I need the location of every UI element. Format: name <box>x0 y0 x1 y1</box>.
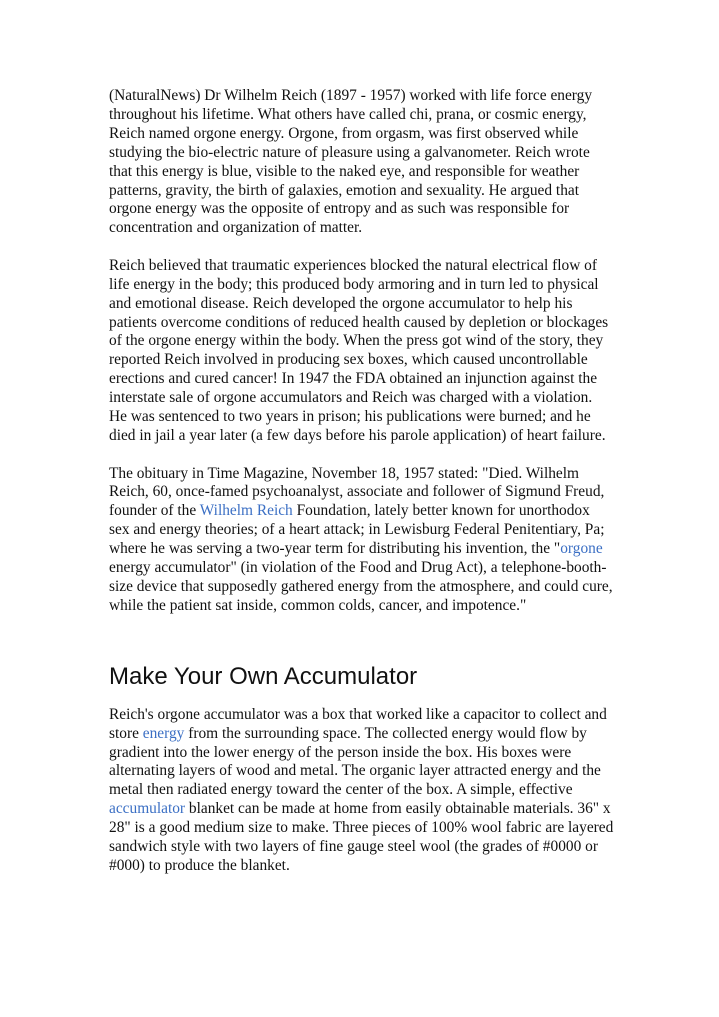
accumulator-text-1: Reich's orgone accumulator was a box that worked like a capacitor to collect and store <box>109 705 607 742</box>
energy-link[interactable]: energy <box>142 724 185 742</box>
paragraph-trauma: Reich believed that traumatic experiences blocked the natural electrical flow of life energy in the body; this produced body armoring and in turn led to physical and emotional disease. Reich developed the orgone accumulator to help his patients overcome conditions of reduced health caused by depletion or blockages of the orgone energy within the body. When the press got wind of the story, they reported Reich involved in producing sex boxes, which caused uncontrollable erections and cured cancer! In 1947 the FDA obtained an injunction against the interstate sale of orgone accumulators and Reich was charged with a violation. He was sentenced to two years in prison; his publications were burned; and he died in jail a year later (a few days before his parole application) of heart failure. <box>109 256 609 444</box>
section-heading: Make Your Own Accumulator <box>109 662 418 690</box>
article-body <box>109 87 614 895</box>
orgone-link[interactable]: orgone <box>560 540 603 558</box>
paragraph-accumulator <box>109 706 614 876</box>
accumulator-link[interactable]: accumulator <box>109 800 186 818</box>
paragraph-obituary <box>109 465 614 616</box>
paragraph-intro: (NaturalNews) Dr Wilhelm Reich (1897 - 1957) worked with life force energy throughout his lifetime. What others have called chi, prana, or cosmic energy, Reich named orgone energy. Orgone, from orgasm, was first observed while studying the bio-electric nature of pleasure using a galvanometer. Reich wrote that this energy is blue, visible to the naked eye, and responsible for weather patterns, gravity, the birth of galaxies, emotion and sexuality. He argued that orgone energy was the opposite of entropy and as such was responsible for concentration and organization of matter. <box>109 87 593 237</box>
obituary-text-1: The obituary in Time Magazine, November 18, 1957 stated: "Died. Wilhelm Reich, 60, once-famed psychoanalyst, associate and follower of Sigmund Freud, founder of the <box>109 464 605 520</box>
obituary-text-3: energy accumulator" (in violation of the Food and Drug Act), a telephone-booth-size device that supposedly gathered energy from the atmosphere, and could cure, while the patient sat inside, common colds, cancer, and impotence." <box>109 559 613 614</box>
accumulator-text-2: from the surrounding space. The collected energy would flow by gradient into the lower energy of the person inside the box. His boxes were alternating layers of wood and metal. The organic layer attracted energy and the metal then radiated energy toward the center of the box. A simple, effective <box>109 724 601 799</box>
wilhelm-reich-link[interactable]: Wilhelm Reich <box>199 502 293 520</box>
obituary-text-2: Foundation, lately better known for unorthodox sex and energy theories; of a heart attack; in Lewisburg Federal Penitentiary, Pa; where he was serving a two-year term for distributing his invention, the " <box>109 502 605 558</box>
accumulator-text-3: blanket can be made at home from easily obtainable materials. 36" x 28" is a good medium size to make. Three pieces of 100% wool fabric are layered sandwich style with two layers of fine gauge steel wool (the grades of #0000 or #000) to produce the blanket. <box>109 800 614 874</box>
